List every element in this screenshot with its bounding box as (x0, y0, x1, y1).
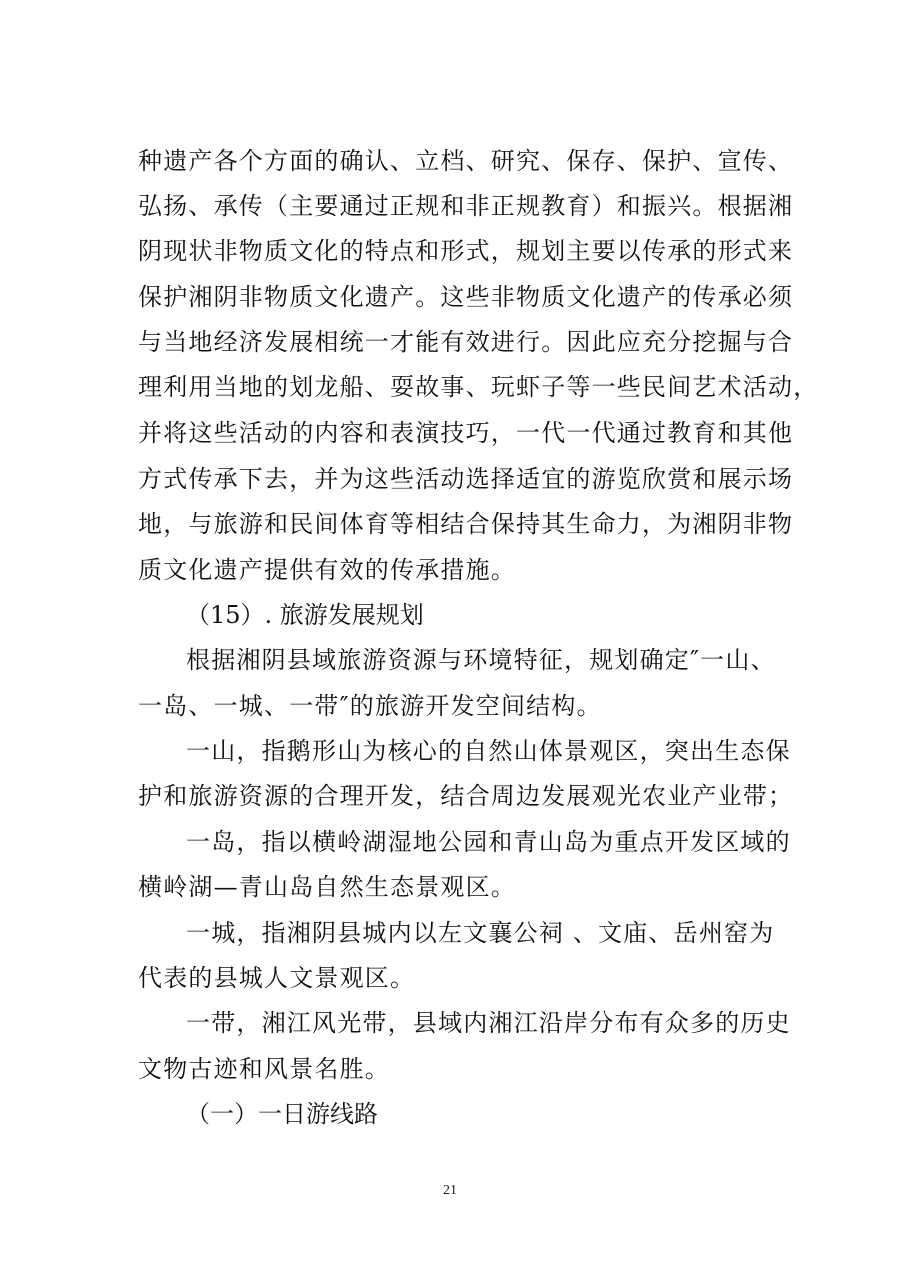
body-text-line: 理利用当地的划龙船、耍故事、玩虾子等一些民间艺术活动， (138, 373, 819, 401)
body-text-line: 阴现状非物质文化的特点和形式，规划主要以传承的形式来 (138, 237, 794, 265)
body-text-line: 代表的县城人文景观区。 (138, 964, 416, 992)
body-text-line: 种遗产各个方面的确认、立档、研究、保存、保护、宣传、 (138, 147, 794, 175)
body-text-line: 并将这些活动的内容和表演技巧，一代一代通过教育和其他 (138, 419, 794, 447)
body-text-line: 一岛、一城、一带″的旅游开发空间结构。 (138, 692, 602, 720)
body-text-line: 护和旅游资源的合理开发，结合周边发展观光农业产业带； (138, 782, 794, 810)
subsection-heading: （一）一日游线路 (186, 1100, 378, 1128)
page-number: 21 (443, 1183, 457, 1198)
body-text-line: 方式传承下去，并为这些活动选择适宜的游览欣赏和展示场 (138, 465, 794, 493)
body-text-line: 文物古迹和风景名胜。 (138, 1055, 390, 1083)
body-text-line: 横岭湖—青山岛自然生态景观区。 (138, 873, 516, 901)
body-text-line: 弘扬、承传（主要通过正规和非正规教育）和振兴。根据湘 (138, 192, 794, 220)
paragraph-first-line: 一城，指湘阴县城内以左文襄公祠 、文庙、岳州窑为 (186, 919, 775, 947)
body-text-line: 地，与旅游和民间体育等相结合保持其生命力，为湘阴非物 (138, 510, 794, 538)
paragraph-first-line: 一岛，指以横岭湖湿地公园和青山岛为重点开发区域的 (186, 828, 791, 856)
body-text-line: 保护湘阴非物质文化遗产。这些非物质文化遗产的传承必须 (138, 283, 794, 311)
section-heading: （15）. 旅游发展规划 (186, 601, 424, 629)
paragraph-first-line: 一带，湘江风光带，县域内湘江沿岸分布有众多的历史 (186, 1009, 791, 1037)
paragraph-first-line: 一山，指鹅形山为核心的自然山体景观区，突出生态保 (186, 737, 791, 765)
body-text-line: 与当地经济发展相统一才能有效进行。因此应充分挖掘与合 (138, 328, 794, 356)
paragraph-first-line: 根据湘阴县域旅游资源与环境特征，规划确定″一山、 (186, 646, 776, 674)
body-text-line: 质文化遗产提供有效的传承措施。 (138, 556, 516, 584)
